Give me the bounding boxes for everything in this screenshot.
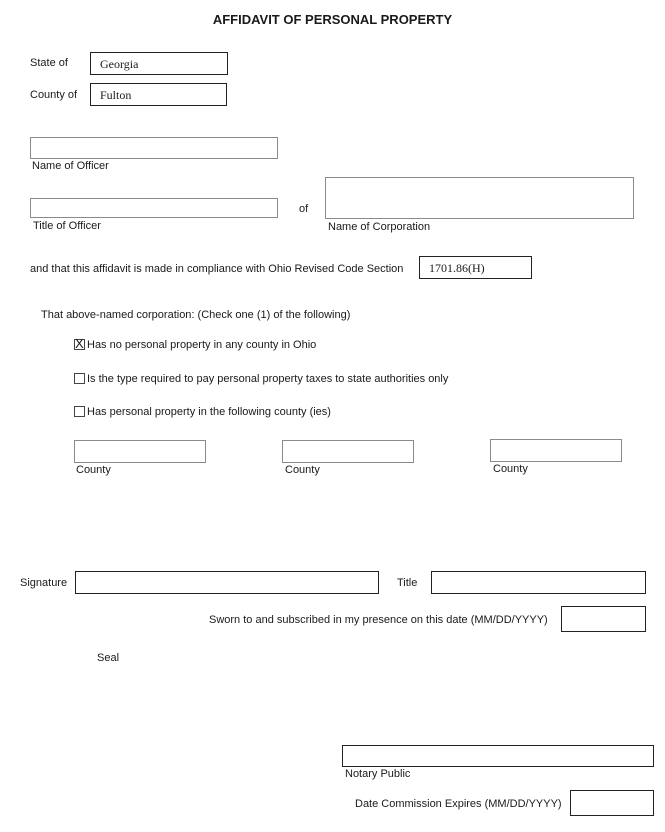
checkbox-x-mark: X — [75, 336, 84, 351]
commission-date-field[interactable] — [570, 790, 654, 816]
county-2-field[interactable] — [282, 440, 414, 463]
signer-title-label: Title — [397, 577, 418, 589]
county-field[interactable] — [90, 83, 227, 106]
form-title: AFFIDAVIT OF PERSONAL PROPERTY — [212, 12, 453, 27]
state-label: State of — [30, 57, 68, 69]
seal-label: Seal — [97, 652, 120, 664]
county-label: County of — [30, 89, 78, 101]
state-value: Georgia — [100, 57, 139, 71]
county-2-label: County — [285, 464, 320, 476]
officer-title-label: Title of Officer — [33, 220, 101, 232]
officer-name-label: Name of Officer — [32, 160, 109, 172]
sworn-date-field[interactable] — [561, 606, 646, 632]
option-label: Has personal property in the following county (ies) — [87, 406, 331, 418]
code-section-field[interactable] — [419, 256, 532, 279]
county-3-label: County — [493, 463, 528, 475]
officer-name-field[interactable] — [30, 137, 278, 159]
county-3-field[interactable] — [490, 439, 622, 462]
state-field[interactable] — [90, 52, 228, 75]
signature-label: Signature — [20, 577, 68, 589]
signer-title-field[interactable] — [431, 571, 646, 594]
option-label: Is the type required to pay personal property taxes to state authorities only — [87, 373, 449, 385]
check-intro: That above-named corporation: (Check one (1) of the following) — [41, 309, 351, 321]
option-checkbox[interactable] — [74, 336, 85, 351]
commission-label: Date Commission Expires (MM/DD/YYYY) — [355, 798, 562, 810]
signature-field[interactable] — [75, 571, 379, 594]
compliance-text: and that this affidavit is made in compliance with Ohio Revised Code Section — [30, 263, 404, 275]
officer-title-field[interactable] — [30, 198, 278, 218]
option-label: Has no personal property in any county in Ohio — [87, 339, 317, 351]
of-label: of — [299, 203, 309, 215]
sworn-text: Sworn to and subscribed in my presence on this date (MM/DD/YYYY) — [209, 614, 548, 626]
county-1-label: County — [76, 464, 111, 476]
corporation-label: Name of Corporation — [328, 221, 431, 233]
corporation-field[interactable] — [325, 177, 634, 219]
option-checkbox[interactable] — [74, 406, 85, 417]
county-1-field[interactable] — [74, 440, 206, 463]
notary-field[interactable] — [342, 745, 654, 767]
notary-label: Notary Public — [345, 768, 411, 780]
code-section-value: 1701.86(H) — [429, 261, 485, 275]
option-checkbox[interactable] — [74, 373, 85, 384]
county-value: Fulton — [100, 88, 132, 102]
